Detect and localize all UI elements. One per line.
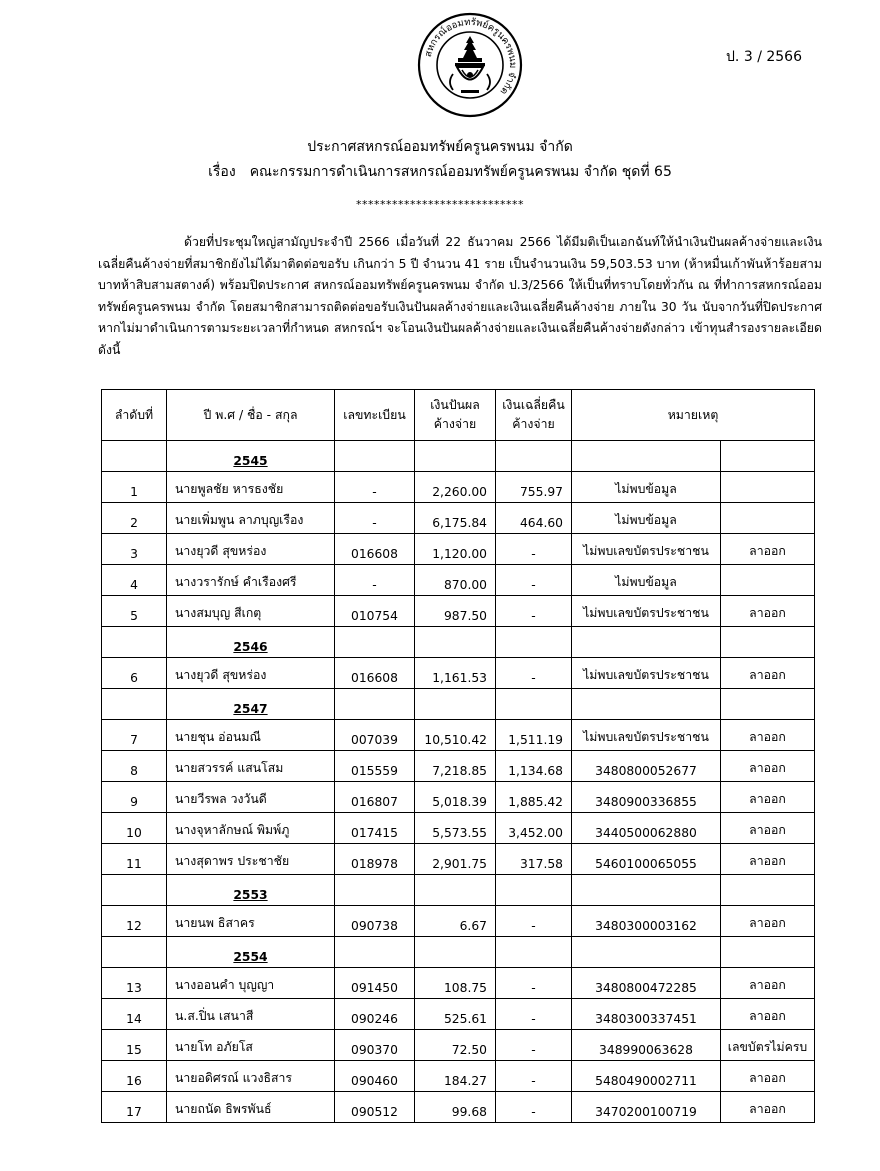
divider-stars: **************************** xyxy=(356,198,524,211)
cell-dividend xyxy=(415,627,496,658)
cell-name: นางจุหาลักษณ์ พิมพ์ภู xyxy=(167,813,335,844)
cell-note xyxy=(721,875,815,906)
cell-reg xyxy=(335,937,415,968)
cell-note xyxy=(721,937,815,968)
year-group-row xyxy=(102,937,815,968)
cell-year: 2545 xyxy=(167,441,335,472)
cell-dividend: 1,161.53 xyxy=(415,658,496,689)
cell-dividend xyxy=(415,875,496,906)
table-row xyxy=(102,596,815,627)
table-row xyxy=(102,968,815,999)
cell-note: ลาออก xyxy=(721,968,815,999)
cell-name: นางยุวดี สุขหร่อง xyxy=(167,534,335,565)
cell-remark: 3480800052677 xyxy=(572,751,721,782)
announcement-title: ประกาศสหกรณ์ออมทรัพย์ครูนครพนม จำกัด xyxy=(307,139,573,155)
cell-remark: 3480800472285 xyxy=(572,968,721,999)
cell-name: นายเพิ่มพูน ลาภบุญเรือง xyxy=(167,503,335,534)
cell-remark: 3440500062880 xyxy=(572,813,721,844)
cell-reg: 090246 xyxy=(335,999,415,1030)
cell-name: น.ส.ปิ่น เสนาสี xyxy=(167,999,335,1030)
cell-remark: 3480300337451 xyxy=(572,999,721,1030)
cell-no: 7 xyxy=(102,720,167,751)
cell-note: ลาออก xyxy=(721,906,815,937)
cell-reg: 017415 xyxy=(335,813,415,844)
cell-no: 16 xyxy=(102,1061,167,1092)
cell-remark: ไม่พบข้อมูล xyxy=(572,503,721,534)
document-number: ป. 3 / 2566 xyxy=(726,49,802,65)
cell-reg: - xyxy=(335,565,415,596)
cell-refund xyxy=(496,689,572,720)
cell-year: 2553 xyxy=(167,875,335,906)
paragraph-text: ด้วยที่ประชุมใหญ่สามัญประจำปี 2566 เมื่อวันที่ 22 ธันวาคม 2566 ได้มีมติเป็นเอกฉันท์ให้นำเงินปันผลค้างจ่ายและเงินเฉลี่ยคืนค้างจ่ายที่สมาชิกยังไม่ได้มาติดต่อขอรับ เกินกว่า 5 ปี จำนวน 41 ราย เป็นจำนวนเงิน 59,503.53 บาท (ห้าหมื่นเก้าพันห้าร้อยสามบาทห้าสิบสามสตางค์) พร้อมปิดประกาศ สหกรณ์ออมทรัพย์ครูนครพนม จำกัด ป.3/2566 ให้เป็นที่ทราบโดยทั่วกัน ณ ที่ทำการสหกรณ์ออมทรัพย์ครูนครพนม จำกัด โดยสมาชิกสามารถติดต่อขอรับเงินปันผลค้างจ่ายและเงินเฉลี่ยคืนค้างจ่าย ภายใน 30 วัน นับจากวันที่ปิดประกาศ หากไม่มาดำเนินการตามระยะเวลาที่กำหนด สหกรณ์ฯ จะโอนเงินปันผลค้างจ่ายและเงินเฉลี่ยคืนค้างจ่ายดังกล่าว เข้าทุนสำรองรายละเอียด ดังนี้ xyxy=(98,235,822,357)
cell-name: นายชุน อ่อนมณี xyxy=(167,720,335,751)
cell-remark xyxy=(572,875,721,906)
cell-note: ลาออก xyxy=(721,751,815,782)
cell-reg: 090460 xyxy=(335,1061,415,1092)
table-row xyxy=(102,813,815,844)
cell-dividend: 7,218.85 xyxy=(415,751,496,782)
cell-no: 4 xyxy=(102,565,167,596)
cell-name: นางยุวดี สุขหร่อง xyxy=(167,658,335,689)
cell-remark: 3470200100719 xyxy=(572,1092,721,1123)
cell-reg xyxy=(335,627,415,658)
cell-dividend: 5,018.39 xyxy=(415,782,496,813)
table-row xyxy=(102,782,815,813)
cell-remark: 5480490002711 xyxy=(572,1061,721,1092)
cell-refund xyxy=(496,441,572,472)
cell-no xyxy=(102,689,167,720)
cell-note: ลาออก xyxy=(721,813,815,844)
cell-no: 2 xyxy=(102,503,167,534)
cell-no xyxy=(102,627,167,658)
table-row xyxy=(102,503,815,534)
cell-refund: - xyxy=(496,596,572,627)
cell-no: 9 xyxy=(102,782,167,813)
cell-no: 12 xyxy=(102,906,167,937)
cell-reg: - xyxy=(335,472,415,503)
cell-no: 10 xyxy=(102,813,167,844)
table-row xyxy=(102,472,815,503)
header-reg: เลขทะเบียน xyxy=(335,390,415,441)
table-row xyxy=(102,999,815,1030)
cell-remark: ไม่พบข้อมูล xyxy=(572,565,721,596)
cell-refund: - xyxy=(496,906,572,937)
year-group-row xyxy=(102,875,815,906)
cell-refund xyxy=(496,875,572,906)
cell-dividend: 72.50 xyxy=(415,1030,496,1061)
header-refund: เงินเฉลี่ยคืน ค้างจ่าย xyxy=(496,390,572,441)
cell-dividend: 184.27 xyxy=(415,1061,496,1092)
cell-refund: 755.97 xyxy=(496,472,572,503)
table-row xyxy=(102,1030,815,1061)
cooperative-seal-logo xyxy=(417,12,523,118)
cell-refund: - xyxy=(496,1061,572,1092)
cell-note: ลาออก xyxy=(721,720,815,751)
table-row xyxy=(102,565,815,596)
cell-no: 15 xyxy=(102,1030,167,1061)
subject-label: เรื่อง xyxy=(208,164,236,180)
table-row xyxy=(102,1092,815,1123)
cell-note: ลาออก xyxy=(721,596,815,627)
cell-reg: 018978 xyxy=(335,844,415,875)
cell-remark: ไม่พบเลขบัตรประชาชน xyxy=(572,534,721,565)
cell-remark: ไม่พบข้อมูล xyxy=(572,472,721,503)
cell-dividend xyxy=(415,689,496,720)
cell-dividend: 987.50 xyxy=(415,596,496,627)
cell-refund: 3,452.00 xyxy=(496,813,572,844)
cell-reg xyxy=(335,441,415,472)
cell-no xyxy=(102,441,167,472)
cell-note: ลาออก xyxy=(721,658,815,689)
cell-dividend: 6.67 xyxy=(415,906,496,937)
header-dividend: เงินปันผล ค้างจ่าย xyxy=(415,390,496,441)
cell-refund: 464.60 xyxy=(496,503,572,534)
cell-no: 14 xyxy=(102,999,167,1030)
cell-no: 6 xyxy=(102,658,167,689)
cell-dividend: 5,573.55 xyxy=(415,813,496,844)
table-row xyxy=(102,534,815,565)
cell-name: นายโท อภัยโส xyxy=(167,1030,335,1061)
cell-reg: 010754 xyxy=(335,596,415,627)
cell-note: ลาออก xyxy=(721,999,815,1030)
cell-note xyxy=(721,441,815,472)
cell-no: 11 xyxy=(102,844,167,875)
cell-refund: - xyxy=(496,565,572,596)
cell-refund: - xyxy=(496,534,572,565)
cell-year: 2554 xyxy=(167,937,335,968)
cell-dividend: 10,510.42 xyxy=(415,720,496,751)
cell-remark: 5460100065055 xyxy=(572,844,721,875)
cell-refund: 317.58 xyxy=(496,844,572,875)
cell-remark xyxy=(572,627,721,658)
table-row xyxy=(102,906,815,937)
cell-no xyxy=(102,937,167,968)
cell-reg: 091450 xyxy=(335,968,415,999)
cell-dividend: 525.61 xyxy=(415,999,496,1030)
cell-dividend xyxy=(415,937,496,968)
cell-name: นางสมบุญ สีเกตุ xyxy=(167,596,335,627)
cell-remark: ไม่พบเลขบัตรประชาชน xyxy=(572,596,721,627)
cell-year: 2546 xyxy=(167,627,335,658)
cell-note xyxy=(721,503,815,534)
seal-ring-text: สหกรณ์ออมทรัพย์ครูนครพนม จำกัด xyxy=(422,16,519,97)
table-row xyxy=(102,720,815,751)
cell-note: ลาออก xyxy=(721,844,815,875)
cell-note: ลาออก xyxy=(721,534,815,565)
cell-name: นายวีรพล วงวันดี xyxy=(167,782,335,813)
cell-note xyxy=(721,565,815,596)
cell-remark: 3480300003162 xyxy=(572,906,721,937)
header-name: ปี พ.ศ / ชื่อ - สกุล xyxy=(167,390,335,441)
cell-refund: 1,885.42 xyxy=(496,782,572,813)
cell-refund xyxy=(496,937,572,968)
table-row xyxy=(102,751,815,782)
cell-name: นางวรารักษ์ คำเรืองศรี xyxy=(167,565,335,596)
cell-dividend: 2,901.75 xyxy=(415,844,496,875)
cell-no: 17 xyxy=(102,1092,167,1123)
cell-dividend: 2,260.00 xyxy=(415,472,496,503)
cell-dividend: 870.00 xyxy=(415,565,496,596)
subject-text: คณะกรรมการดำเนินการสหกรณ์ออมทรัพย์ครูนครพนม จำกัด ชุดที่ 65 xyxy=(249,164,672,180)
header-remark: หมายเหตุ xyxy=(572,390,815,441)
cell-reg: 016608 xyxy=(335,658,415,689)
cell-refund: - xyxy=(496,1092,572,1123)
cell-remark: ไม่พบเลขบัตรประชาชน xyxy=(572,658,721,689)
cell-name: นายอดิศรณ์ แวงธิสาร xyxy=(167,1061,335,1092)
cell-note: เลขบัตรไม่ครบ xyxy=(721,1030,815,1061)
cell-reg: 016807 xyxy=(335,782,415,813)
year-group-row xyxy=(102,441,815,472)
cell-name: นายนพ ธิสาคร xyxy=(167,906,335,937)
cell-note xyxy=(721,472,815,503)
cell-note xyxy=(721,627,815,658)
cell-remark xyxy=(572,689,721,720)
cell-name: นางออนคำ บุญญา xyxy=(167,968,335,999)
cell-reg: - xyxy=(335,503,415,534)
cell-name: นางสุดาพร ประชาชัย xyxy=(167,844,335,875)
cell-remark: 348990063628 xyxy=(572,1030,721,1061)
header-no: ลำดับที่ xyxy=(102,390,167,441)
cell-refund: - xyxy=(496,999,572,1030)
unpaid-dividend-table xyxy=(101,389,815,1123)
cell-note: ลาออก xyxy=(721,782,815,813)
cell-no xyxy=(102,875,167,906)
cell-remark xyxy=(572,937,721,968)
cell-refund: - xyxy=(496,968,572,999)
cell-name: นายพูลชัย หารธงชัย xyxy=(167,472,335,503)
table-row xyxy=(102,1061,815,1092)
cell-no: 5 xyxy=(102,596,167,627)
cell-note: ลาออก xyxy=(721,1061,815,1092)
cell-year: 2547 xyxy=(167,689,335,720)
cell-refund: 1,511.19 xyxy=(496,720,572,751)
table-header-row xyxy=(102,390,815,441)
table-row xyxy=(102,658,815,689)
cell-remark xyxy=(572,441,721,472)
cell-reg: 015559 xyxy=(335,751,415,782)
announcement-subject xyxy=(0,161,880,183)
cell-dividend: 108.75 xyxy=(415,968,496,999)
cell-refund: - xyxy=(496,658,572,689)
cell-refund xyxy=(496,627,572,658)
cell-reg: 016608 xyxy=(335,534,415,565)
cell-name: นายสวรรค์ แสนโสม xyxy=(167,751,335,782)
cell-note xyxy=(721,689,815,720)
year-group-row xyxy=(102,689,815,720)
cell-refund: 1,134.68 xyxy=(496,751,572,782)
cell-reg: 090738 xyxy=(335,906,415,937)
year-group-row xyxy=(102,627,815,658)
cell-no: 1 xyxy=(102,472,167,503)
cell-reg: 007039 xyxy=(335,720,415,751)
cell-note: ลาออก xyxy=(721,1092,815,1123)
cell-name: นายถนัด ธิพรพันธ์ xyxy=(167,1092,335,1123)
cell-dividend xyxy=(415,441,496,472)
cell-no: 8 xyxy=(102,751,167,782)
cell-reg xyxy=(335,875,415,906)
cell-dividend: 1,120.00 xyxy=(415,534,496,565)
cell-remark: ไม่พบเลขบัตรประชาชน xyxy=(572,720,721,751)
cell-reg: 090512 xyxy=(335,1092,415,1123)
cell-reg xyxy=(335,689,415,720)
cell-dividend: 6,175.84 xyxy=(415,503,496,534)
cell-refund: - xyxy=(496,1030,572,1061)
cell-no: 13 xyxy=(102,968,167,999)
cell-dividend: 99.68 xyxy=(415,1092,496,1123)
cell-reg: 090370 xyxy=(335,1030,415,1061)
table-row xyxy=(102,844,815,875)
cell-no: 3 xyxy=(102,534,167,565)
announcement-paragraph xyxy=(98,232,822,362)
cell-remark: 3480900336855 xyxy=(572,782,721,813)
